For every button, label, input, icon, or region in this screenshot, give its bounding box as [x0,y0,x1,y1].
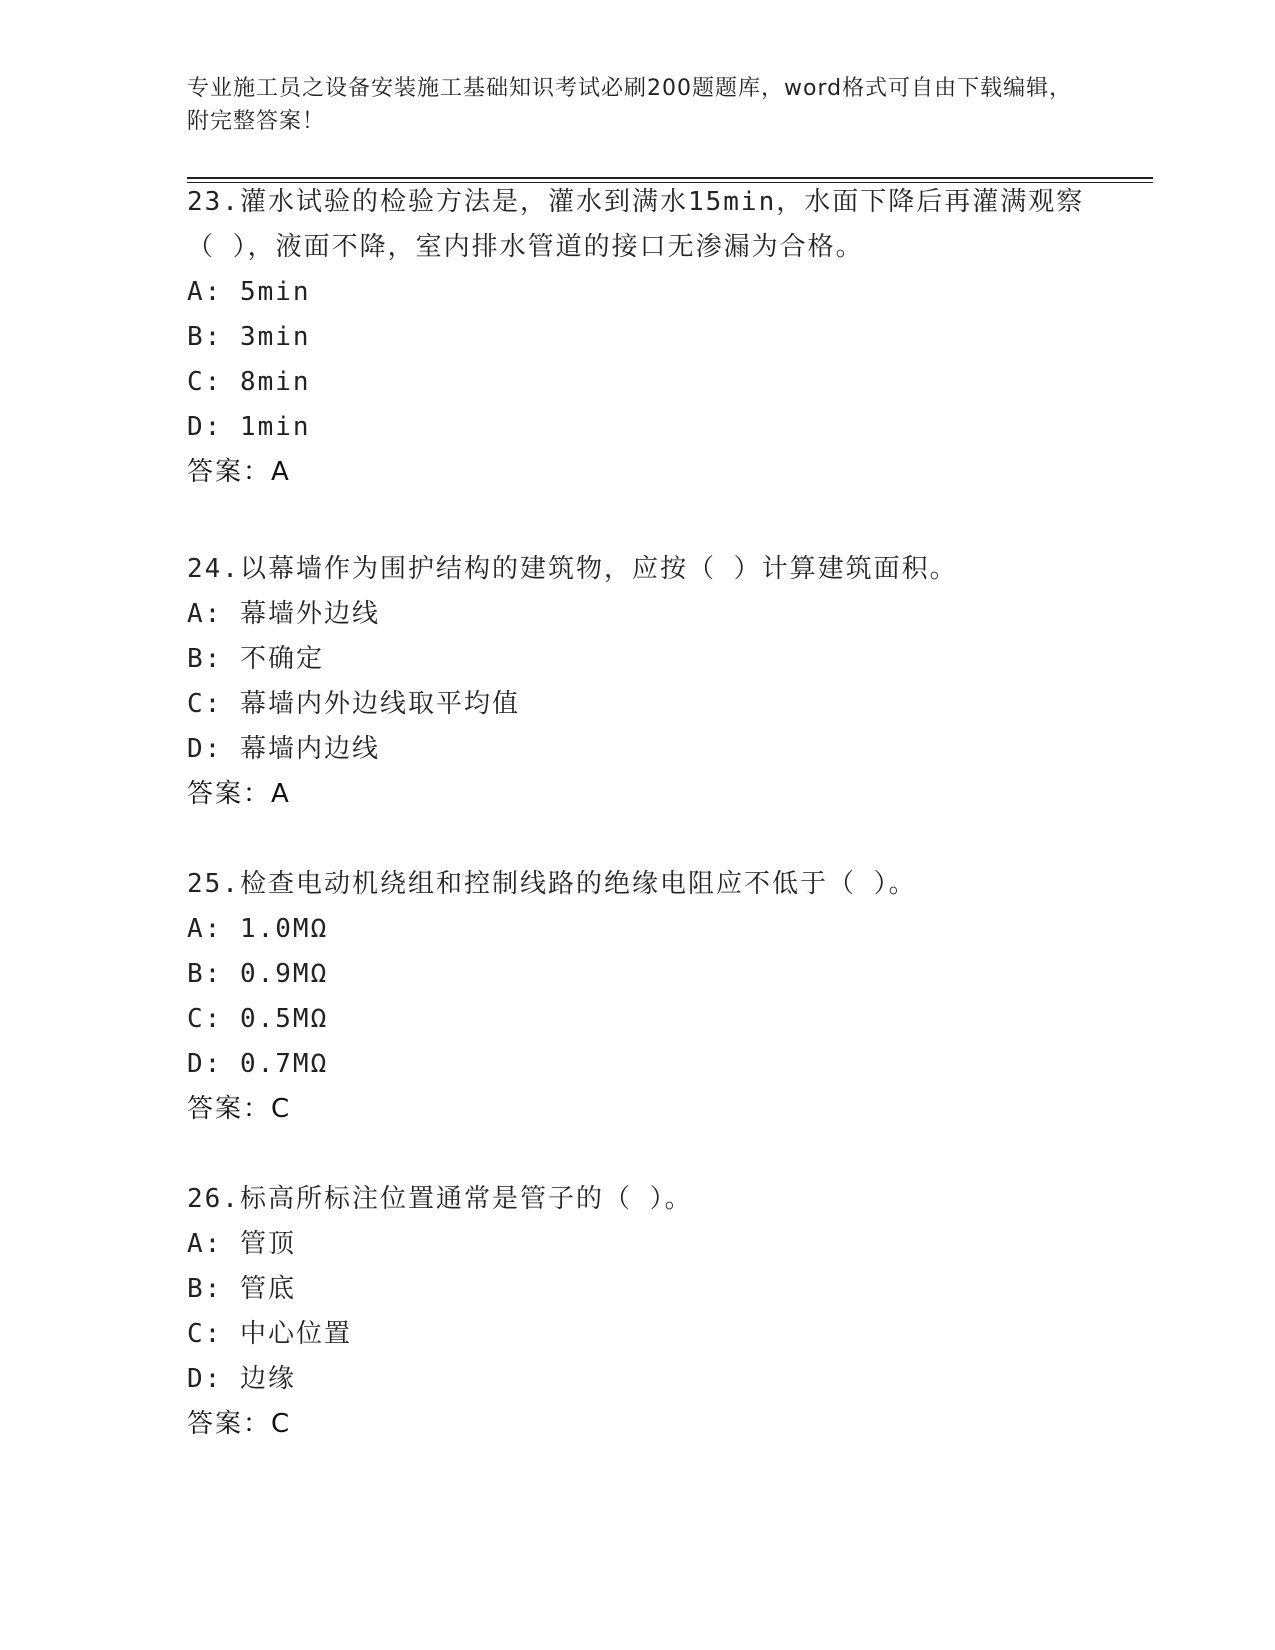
option-d: D: 边缘 [187,1364,296,1394]
answer-label: 答案：C [187,1409,292,1439]
option-b: B: 不确定 [187,644,324,674]
option-d: D: 幕墙内边线 [187,734,380,764]
answer-label: 答案：A [187,457,291,487]
option-c: C: 幕墙内外边线取平均值 [187,689,520,719]
option-a: A: 5min [187,277,311,307]
question-24 [187,547,1087,817]
option-b: B: 管底 [187,1274,296,1304]
option-b: B: 0.9MΩ [187,959,329,989]
option-c: C: 8min [187,367,311,397]
question-stem: 25.检查电动机绕组和控制线路的绝缘电阻应不低于（ ）。 [187,869,917,899]
header-divider-thick [187,177,1153,179]
option-a: A: 1.0MΩ [187,914,329,944]
question-23 [187,180,1087,495]
option-d: D: 0.7MΩ [187,1049,329,1079]
question-stem: 26.标高所标注位置通常是管子的（ ）。 [187,1184,693,1214]
question-stem: 24.以幕墙作为围护结构的建筑物，应按（ ）计算建筑面积。 [187,554,958,584]
document-header-title: 专业施工员之设备安装施工基础知识考试必刷200题题库，word格式可自由下载编辑，附完整答案！ [187,76,1073,134]
answer-label: 答案：C [187,1094,292,1124]
option-c: C: 0.5MΩ [187,1004,329,1034]
option-b: B: 3min [187,322,311,352]
answer-label: 答案：A [187,779,291,809]
option-c: C: 中心位置 [187,1319,352,1349]
option-a: A: 幕墙外边线 [187,599,380,629]
question-26 [187,1177,1087,1447]
option-d: D: 1min [187,412,311,442]
question-stem: 23.灌水试验的检验方法是，灌水到满水15min，水面下降后再灌满观察（ ），液面不降，室内排水管道的接口无渗漏为合格。 [187,187,1085,262]
option-a: A: 管顶 [187,1229,296,1259]
question-25 [187,862,1087,1132]
